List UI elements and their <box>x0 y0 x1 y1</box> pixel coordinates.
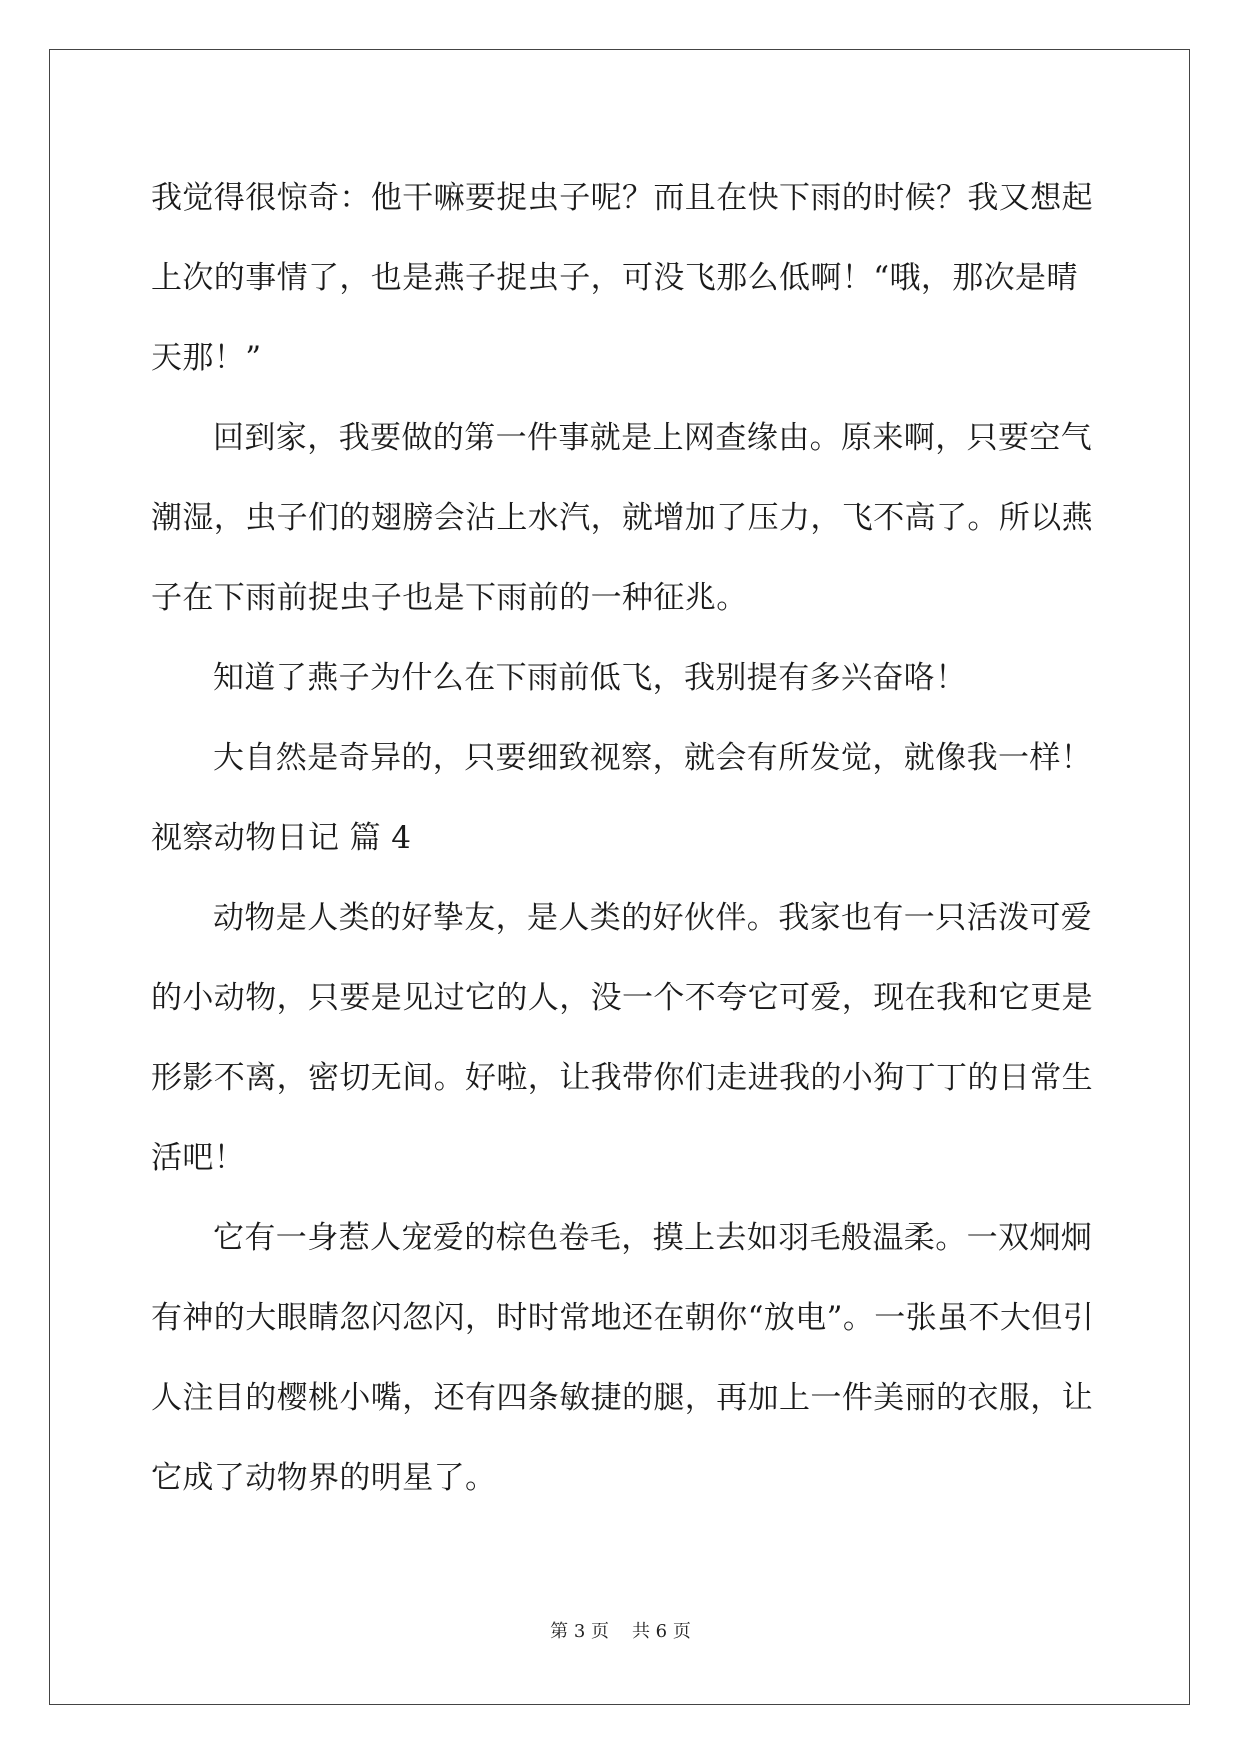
heading-text: 视察动物日记 篇 4 <box>151 820 412 856</box>
text-line: 形影不离，密切无间。好啦，让我带你们走进我的小狗丁丁的日常生 <box>151 1060 1093 1096</box>
paragraph-1 <box>151 158 1091 398</box>
text-line: 人注目的樱桃小嘴，还有四条敏捷的腿，再加上一件美丽的衣服，让 <box>151 1380 1093 1416</box>
text-line: 大自然是奇异的，只要细致视察，就会有所发觉，就像我一样！ <box>213 740 1093 776</box>
text-line: 它有一身惹人宠爱的棕色卷毛，摸上去如羽毛般温柔。一双炯炯 <box>213 1220 1093 1256</box>
text-line: 天那！” <box>151 340 262 376</box>
text-line: 活吧！ <box>151 1140 246 1176</box>
text-line: 我觉得很惊奇：他干嘛要捉虫子呢？而且在快下雨的时候？我又想起 <box>151 180 1093 216</box>
text-line: 它成了动物界的明星了。 <box>151 1460 497 1496</box>
paragraph-6 <box>151 1198 1095 1518</box>
text-line: 回到家，我要做的第一件事就是上网查缘由。原来啊，只要空气 <box>213 420 1093 456</box>
text-line: 的小动物，只要是见过它的人，没一个不夸它可爱，现在我和它更是 <box>151 980 1093 1016</box>
paragraph-5 <box>151 878 1091 1198</box>
text-line: 知道了燕子为什么在下雨前低飞，我别提有多兴奋咯！ <box>213 660 967 696</box>
section-heading <box>151 798 1091 878</box>
text-line: 有神的大眼睛忽闪忽闪，时时常地还在朝你“放电”。一张虽不大但引 <box>151 1300 1095 1336</box>
page-number-footer: 第 3 页 共 6 页 <box>550 1621 691 1642</box>
document-body <box>151 158 1095 1518</box>
paragraph-4 <box>151 718 1091 798</box>
text-line: 潮湿，虫子们的翅膀会沾上水汽，就增加了压力，飞不高了。所以燕 <box>151 500 1093 536</box>
text-line: 子在下雨前捉虫子也是下雨前的一种征兆。 <box>151 580 748 616</box>
paragraph-3 <box>151 638 1091 718</box>
paragraph-2 <box>151 398 1091 638</box>
text-line: 动物是人类的好挚友，是人类的好伙伴。我家也有一只活泼可爱 <box>213 900 1093 936</box>
text-line: 上次的事情了，也是燕子捉虫子，可没飞那么低啊！“哦，那次是晴 <box>151 260 1078 296</box>
